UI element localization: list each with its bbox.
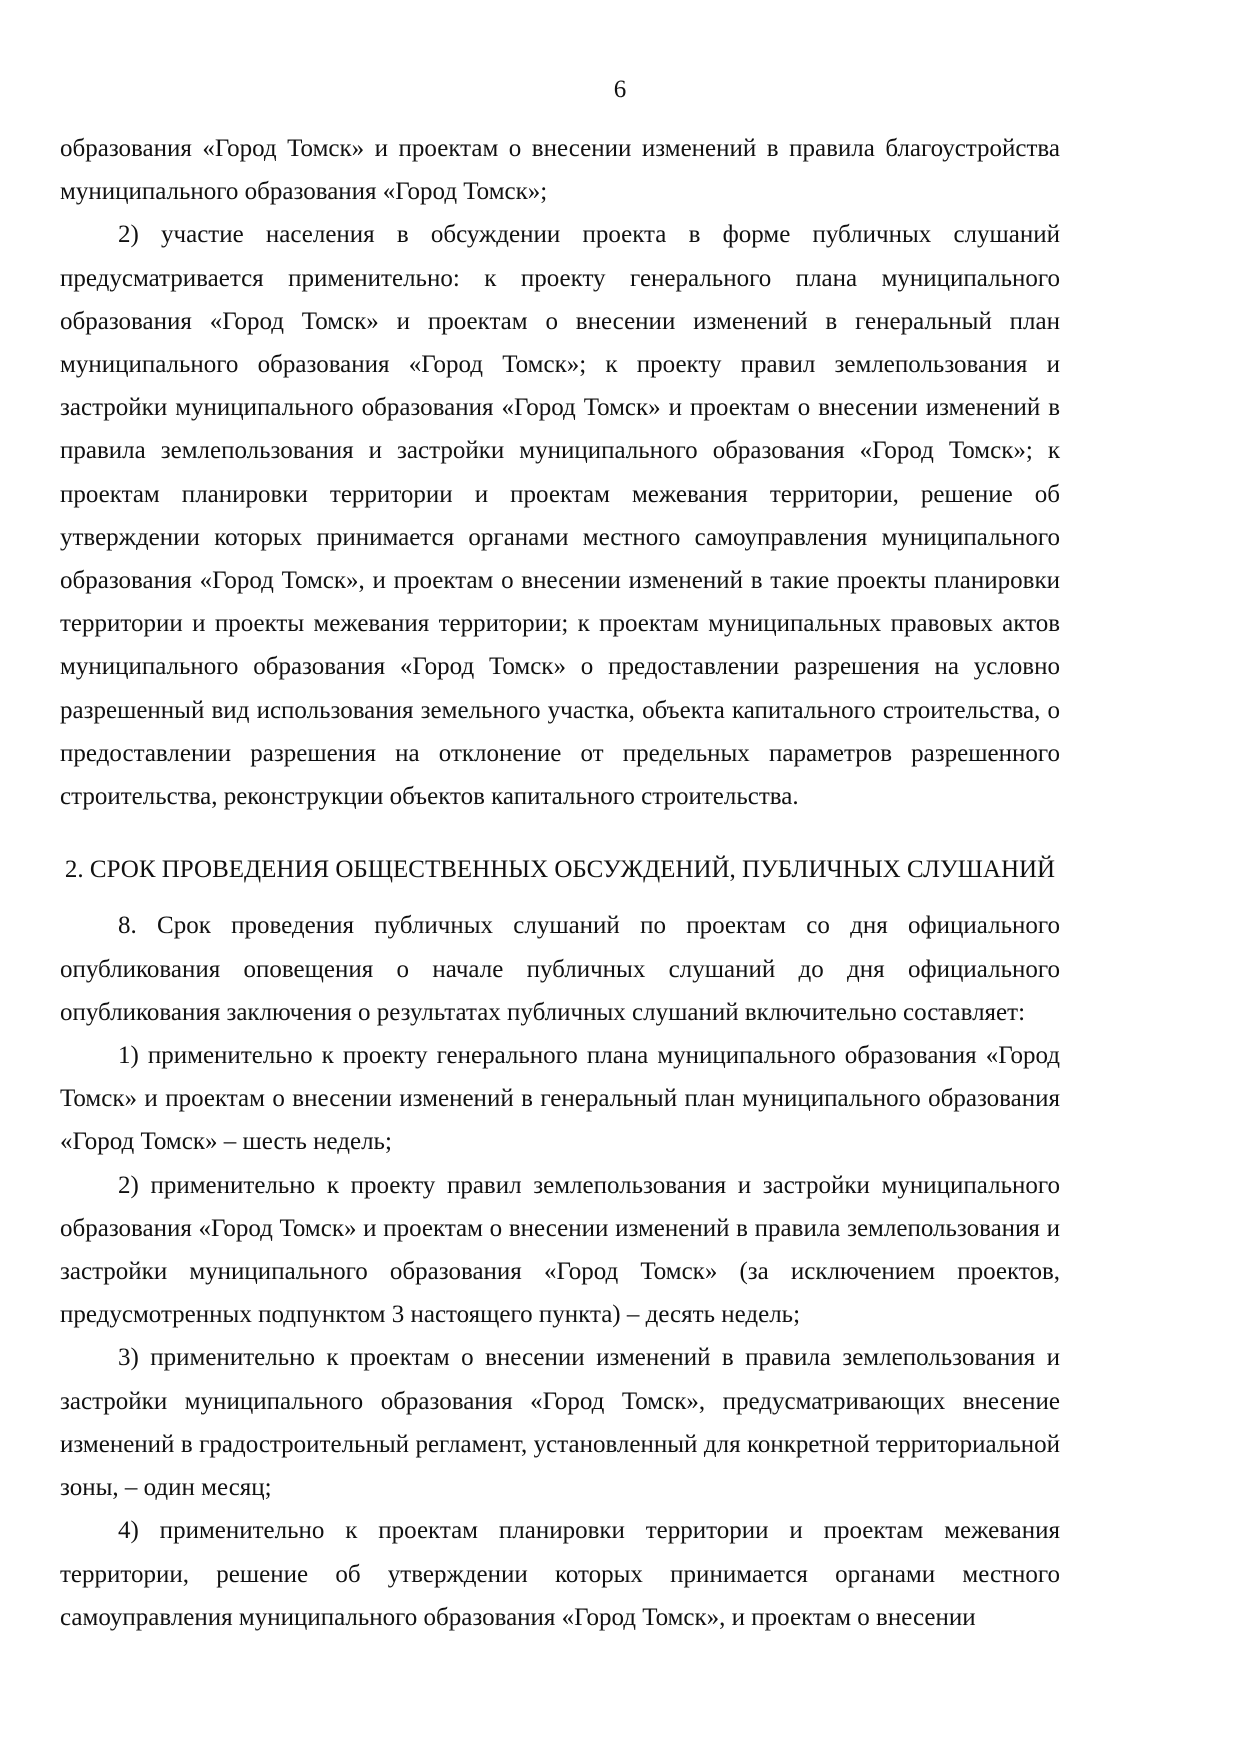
paragraph-subitem-1: 1) применительно к проекту генерального плана муниципального образования «Город Томск» и проектам о внесении изменений в генеральный план муниципального образования «Город Томск» – шесть недель; — [60, 1042, 1060, 1156]
paragraph-continuation: образования «Город Томск» и проектам о внесении изменений в правила благоустройства муниципального образования «Город Томск»; — [60, 135, 1060, 206]
paragraph-8-hearing-term: 8. Срок проведения публичных слушаний по проектам со дня официального опубликования оповещения о начале публичных слушаний до дня официального опубликования заключения о результатах публичных слушаний включительно составляет: — [60, 912, 1060, 1026]
document-body — [60, 127, 1060, 1639]
page-number: 6 — [613, 76, 627, 103]
section-heading: 2. СРОК ПРОВЕДЕНИЯ ОБЩЕСТВЕННЫХ ОБСУЖДЕНИЙ, ПУБЛИЧНЫХ СЛУШАНИЙ — [64, 856, 1056, 884]
paragraph-subitem-3: 3) применительно к проектам о внесении изменений в правила землепользования и застройки муниципального образования «Город Томск», предусматривающих внесение изменений в градостроительный регламент, установленный для конкретной территориальной зоны, – один месяц; — [60, 1344, 1060, 1502]
paragraph-subitem-2: 2) применительно к проекту правил землепользования и застройки муниципального образования «Город Томск» и проектам о внесении изменений в правила землепользования и застройки муниципального образования «Город Томск» (за исключением проектов, предусмотренных подпунктом 3 настоящего пункта) – десять недель; — [60, 1171, 1060, 1329]
paragraph-item-2-participation: 2) участие населения в обсуждении проекта в форме публичных слушаний предусматривается применительно: к проекту генерального плана муниципального образования «Город Томск» и проектам о внесении изменений в генеральный план муниципального образования «Город Томск»; к проекту правил землепользования и застройки муниципального образования «Город Томск» и проектам о внесении изменений в правила землепользования и застройки муниципального образования «Город Томск»; к проектам планировки территории и проектам межевания территории, решение об утверждении которых принимается органами местного самоуправления муниципального образования «Город Томск», и проектам о внесении изменений в такие проекты планировки территории и проекты межевания территории; к проектам муниципальных правовых актов муниципального образования «Город Томск» о предоставлении разрешения на условно разрешенный вид использования земельного участка, объекта капитального строительства, о предоставлении разрешения на отклонение от предельных параметров разрешенного строительства, реконструкции объектов капитального строительства. — [60, 221, 1060, 811]
paragraph-subitem-4: 4) применительно к проектам планировки территории и проектам межевания территории, решение об утверждении которых принимается органами местного самоуправления муниципального образования «Город Томск», и проектам о внесении — [60, 1517, 1060, 1631]
